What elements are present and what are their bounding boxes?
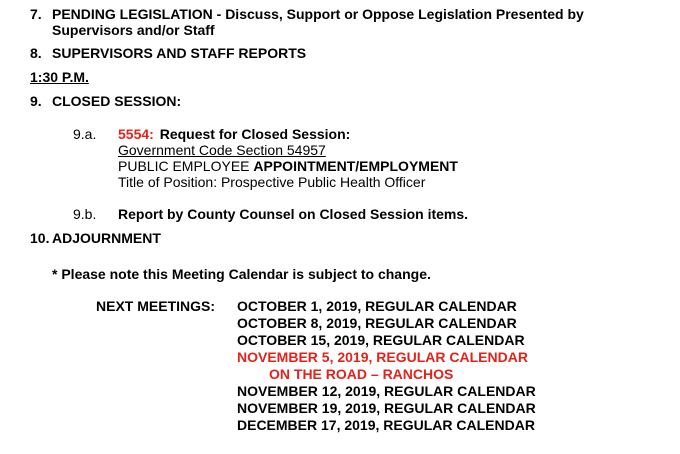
item-8-text: SUPERVISORS AND STAFF REPORTS bbox=[52, 45, 307, 61]
item-8-number: 8. bbox=[30, 45, 42, 61]
government-code-link[interactable]: Government Code Section 54957 bbox=[118, 142, 326, 158]
item-9a-id: 5554: bbox=[118, 126, 154, 142]
item-7-number: 7. bbox=[30, 6, 42, 22]
meeting-item-highlight: NOVEMBER 5, 2019, REGULAR CALENDAR bbox=[237, 349, 528, 365]
meeting-item: NOVEMBER 19, 2019, REGULAR CALENDAR bbox=[237, 400, 536, 416]
item-9b-text: Report by County Counsel on Closed Session items. bbox=[118, 206, 469, 222]
meeting-item: DECEMBER 17, 2019, REGULAR CALENDAR bbox=[237, 417, 535, 433]
item-9a-title: Request for Closed Session: bbox=[159, 126, 351, 142]
employee-appointment: APPOINTMENT/EMPLOYMENT bbox=[253, 158, 458, 174]
item-9a-heading bbox=[118, 126, 350, 142]
item-9a-employee bbox=[118, 158, 458, 174]
item-10-number: 10. bbox=[30, 230, 50, 246]
meeting-item: OCTOBER 8, 2019, REGULAR CALENDAR bbox=[237, 315, 517, 331]
item-7-line2: Supervisors and/or Staff bbox=[52, 22, 215, 38]
meeting-item: OCTOBER 1, 2019, REGULAR CALENDAR bbox=[237, 298, 517, 314]
meeting-location-note: ON THE ROAD – RANCHOS bbox=[269, 366, 454, 382]
item-9-text: CLOSED SESSION: bbox=[52, 93, 182, 109]
meeting-item: NOVEMBER 12, 2019, REGULAR CALENDAR bbox=[237, 383, 536, 399]
item-9b-label: 9.b. bbox=[73, 206, 97, 222]
employee-prefix: PUBLIC EMPLOYEE bbox=[118, 158, 254, 174]
calendar-note: * Please note this Meeting Calendar is subject to change. bbox=[52, 266, 431, 282]
time-marker: 1:30 P.M. bbox=[30, 69, 89, 85]
item-9a-position: Title of Position: Prospective Public Health Officer bbox=[118, 174, 426, 190]
item-10-text: ADJOURNMENT bbox=[52, 230, 161, 246]
item-7-line1: PENDING LEGISLATION - Discuss, Support or Oppose Legislation Presented by bbox=[52, 6, 584, 22]
meeting-item: OCTOBER 15, 2019, REGULAR CALENDAR bbox=[237, 332, 525, 348]
item-9-number: 9. bbox=[30, 93, 42, 109]
item-9a-label: 9.a. bbox=[73, 126, 97, 142]
next-meetings-label: NEXT MEETINGS: bbox=[96, 298, 216, 314]
